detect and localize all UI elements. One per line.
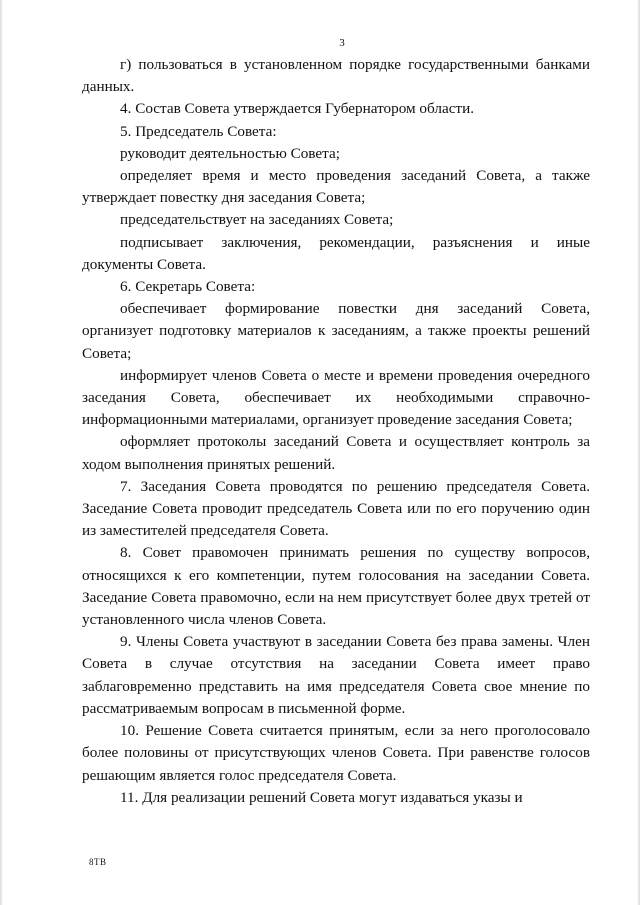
secretary-duty-2: информирует членов Совета о месте и времени проведения очередного заседания Совета, обеспечивает их необходимыми справочно-информационными материалами, организует проведение заседания Совета;: [82, 366, 590, 429]
secretary-duty-3: оформляет протоколы заседаний Совета и осуществляет контроль за ходом выполнения принятых решений.: [82, 433, 590, 473]
secretary-duty-1: обеспечивает формирование повестки дня заседаний Совета, организует подготовку материалов к заседаниям, а также проекты решений Совета;: [82, 300, 590, 362]
paragraph-rights-g: г) пользоваться в установленном порядке государственными банками данных.: [82, 56, 590, 96]
scan-left-edge: [0, 0, 3, 905]
chairman-duty-3: председательствует на заседаниях Совета;: [120, 211, 394, 229]
chairman-duty-4: подписывает заключения, рекомендации, разъяснения и иные документы Совета.: [82, 233, 590, 273]
paragraph-11: 11. Для реализации решений Совета могут издаваться указы и: [120, 788, 523, 806]
paragraph-9: 9. Члены Совета участвуют в заседании Совета без права замены. Член Совета в случае отсутствия на заседании Совета имеет право заблаговременно представить на имя председателя Совета свое мнение по рассматриваемым вопросам в письменной форме.: [82, 633, 590, 717]
footer-code: 8ТВ: [89, 857, 107, 867]
paragraph-7: 7. Заседания Совета проводятся по решению председателя Совета. Заседание Совета проводит председатель Совета или по его поручению один из заместителей председателя Совета.: [82, 477, 590, 540]
paragraph-10: 10. Решение Совета считается принятым, если за него проголосовало более половины от присутствующих членов Совета. При равенстве голосов решающим является голос председателя Совета.: [82, 722, 590, 784]
paragraph-8: 8. Совет правомочен принимать решения по существу вопросов, относящихся к его компетенции, путем голосования на заседании Совета. Заседание Совета правомочно, если на нем присутствует более двух третей от установленного числа членов Совета.: [82, 544, 590, 629]
paragraph-5-heading: 5. Председатель Совета:: [120, 122, 277, 140]
document-body: [82, 54, 590, 809]
page-number: 3: [339, 37, 345, 49]
chairman-duty-1: руководит деятельностью Совета;: [120, 144, 340, 162]
paragraph-6-heading: 6. Секретарь Совета:: [120, 278, 256, 296]
chairman-duty-2: определяет время и место проведения заседаний Совета, а также утверждает повестку дня заседания Совета;: [82, 167, 590, 207]
paragraph-4: 4. Состав Совета утверждается Губернатором области.: [120, 100, 474, 118]
